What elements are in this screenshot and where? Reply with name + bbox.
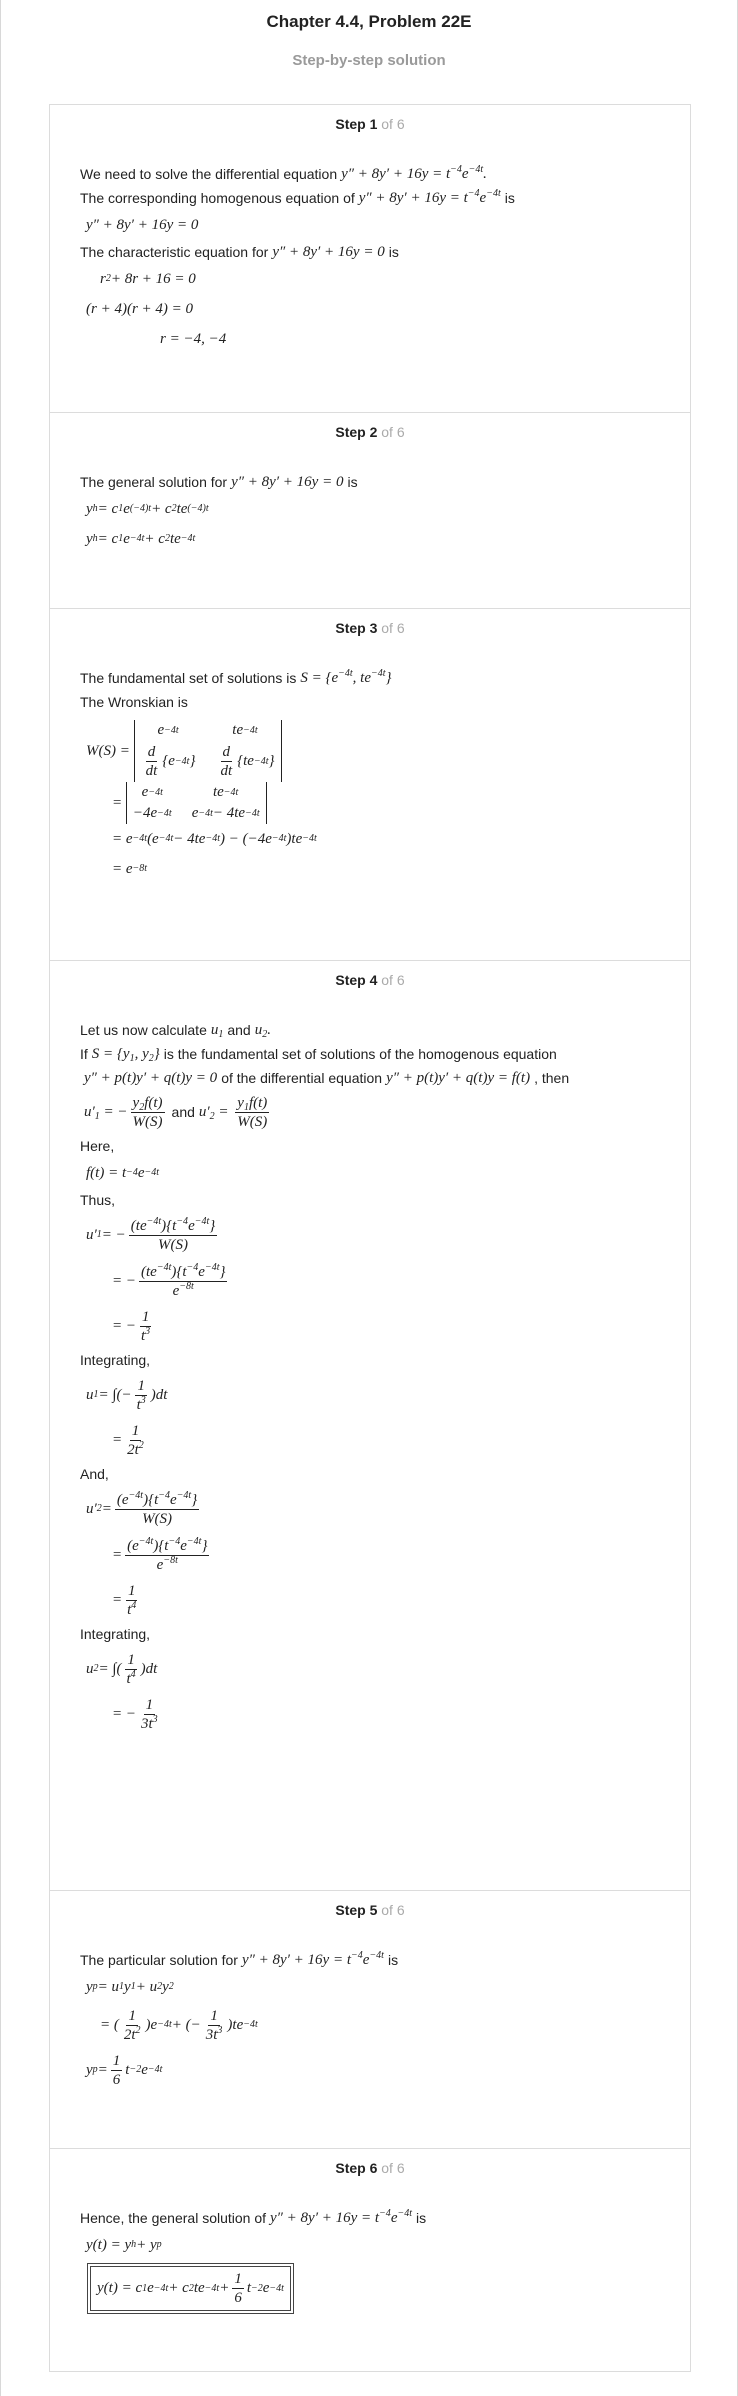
step-count: of 6 bbox=[381, 2160, 405, 2176]
statement-text: The particular solution for bbox=[80, 1952, 238, 1968]
math-equation: u 1 = ∫(− $\frac{1}{t^3}$ )dt bbox=[86, 1377, 168, 1413]
math-expression: $y'' + 8y' + 16y = t^{-4}e^{-4t}$ bbox=[358, 187, 501, 206]
text-line bbox=[80, 666, 660, 690]
text-line bbox=[80, 1134, 660, 1158]
step-header bbox=[50, 2149, 690, 2180]
math-equation: r = −4, −4 bbox=[160, 330, 227, 347]
math-equation: = − $\frac{1}{3t^3}$ bbox=[112, 1696, 158, 1732]
statement-text: Here, bbox=[80, 1138, 115, 1154]
math-equation: u′ 2 = $\frac{(e^{-4t})\{t^{-4}e^{-4t}\}}{W(S)}$ bbox=[86, 1489, 198, 1527]
text-line bbox=[80, 470, 660, 494]
math-equation: = ( $\frac{1}{2t^2}$ )e −4t + (− $\frac{1}{3t^3}$ )te −4t bbox=[100, 2007, 258, 2043]
step-header bbox=[50, 105, 690, 136]
final-answer-box: y(t) = c 1 e −4t + c 2 te −4t + $\frac{1}{6}$ t −2 e −4t bbox=[90, 2266, 660, 2311]
step-header bbox=[50, 609, 690, 640]
math-expression: y″ + 8y′ + 16y = 0 bbox=[231, 473, 344, 490]
text-line bbox=[80, 1462, 660, 1486]
math-equation: y p = u 1 y 1 + u 2 y 2 bbox=[86, 1978, 174, 1995]
math-expression: $u'_1$ = − $\frac{y_2f(t)}{W(S)}$ bbox=[84, 1094, 163, 1130]
statement-text: If bbox=[80, 1046, 88, 1062]
math-expression: y″ + p(t)y′ + q(t)y = f(t) bbox=[386, 1069, 531, 1086]
math-equation: y p = $\frac{1}{6}$ t −2 e −4t bbox=[86, 2052, 163, 2088]
math-equation: y h = c 1 e −4t + c 2 te −4t bbox=[86, 530, 196, 547]
math-equation: f(t) = t −4 e −4t bbox=[86, 1164, 160, 1181]
text-line bbox=[80, 2206, 660, 2230]
math-expression: $y'' + 8y' + 16y = t^{-4}e^{-4t}$. bbox=[341, 163, 487, 182]
math-equation: = e −4t (e −4t − 4te −4t ) − (−4e −4t )te −4t bbox=[112, 830, 317, 847]
text-line bbox=[80, 1188, 660, 1212]
statement-text: Thus, bbox=[80, 1192, 116, 1208]
math-equation: = e −8t bbox=[112, 860, 148, 877]
step-3 bbox=[50, 609, 690, 961]
math-equation: = $\frac{1}{2t^2}$ bbox=[112, 1422, 144, 1458]
statement-text: is bbox=[504, 190, 515, 206]
math-equation: y(t) = y h + y p bbox=[86, 2236, 162, 2253]
page-subtitle: Step-by-step solution bbox=[292, 52, 446, 69]
step-header bbox=[50, 1891, 690, 1922]
math-equation: u 2 = ∫( $\frac{1}{t^4}$ )dt bbox=[86, 1651, 158, 1687]
wronskian-determinant: W(S) = e −4t te −4t $\frac{d}{dt}$ {e −4t } $\frac{d}{dt}$ {te −4t } bbox=[86, 720, 660, 782]
step-count: of 6 bbox=[381, 620, 405, 636]
steps-container bbox=[49, 104, 691, 2372]
step-count: of 6 bbox=[381, 1902, 405, 1918]
math-equation: u′ 1 = − $\frac{(te^{-4t})\{t^{-4}e^{-4t}\}}{W(S)}$ bbox=[86, 1215, 216, 1253]
step-label: Step 4 bbox=[335, 972, 378, 988]
statement-text: Integrating, bbox=[80, 1352, 151, 1368]
step-4 bbox=[50, 961, 690, 1891]
statement-text: We need to solve the differential equation bbox=[80, 166, 338, 182]
math-equation: = − $\frac{1}{t^3}$ bbox=[112, 1308, 151, 1344]
statement-text: is bbox=[388, 244, 399, 260]
step-label: Step 1 bbox=[335, 116, 378, 132]
text-line bbox=[80, 1090, 660, 1134]
step-label: Step 2 bbox=[335, 424, 378, 440]
text-line bbox=[80, 162, 660, 186]
statement-text: The corresponding homogenous equation of bbox=[80, 190, 355, 206]
math-expression: $S = \{y_1$, $y_2$} bbox=[91, 1045, 160, 1064]
math-expression: $u_1$ bbox=[210, 1021, 224, 1040]
statement-text: is bbox=[416, 2210, 427, 2226]
text-line bbox=[80, 240, 660, 264]
statement-text: Hence, the general solution of bbox=[80, 2210, 267, 2226]
step-count: of 6 bbox=[381, 424, 405, 440]
page-title: Chapter 4.4, Problem 22E bbox=[266, 12, 472, 31]
statement-text: is bbox=[347, 474, 358, 490]
statement-text: The general solution for bbox=[80, 474, 228, 490]
statement-text: is the fundamental set of solutions of the homogenous equation bbox=[163, 1046, 557, 1062]
math-expression: $y'' + 8y' + 16y = t^{-4}e^{-4t}$ bbox=[241, 1949, 384, 1968]
step-label: Step 5 bbox=[335, 1902, 378, 1918]
statement-text: Integrating, bbox=[80, 1626, 151, 1642]
text-line bbox=[80, 1948, 660, 1972]
text-line bbox=[80, 1348, 660, 1372]
step-1 bbox=[50, 105, 690, 413]
statement-text: of the differential equation bbox=[221, 1070, 383, 1086]
math-equation: = $\frac{1}{t^4}$ bbox=[112, 1582, 137, 1618]
math-expression: y″ + p(t)y′ + q(t)y = 0 bbox=[84, 1069, 218, 1086]
step-count: of 6 bbox=[381, 116, 405, 132]
math-expression: $S = \{e^{-4t}$, $te^{-4t}$} bbox=[300, 667, 392, 686]
statement-text: The characteristic equation for bbox=[80, 244, 269, 260]
step-header bbox=[50, 413, 690, 444]
math-equation: = − $\frac{(te^{-4t})\{t^{-4}e^{-4t}\}}{e^{-8t}}$ bbox=[112, 1261, 226, 1299]
text-line bbox=[80, 1042, 660, 1066]
math-equation: = $\frac{(e^{-4t})\{t^{-4}e^{-4t}\}}{e^{-8t}}$ bbox=[112, 1535, 208, 1573]
step-5 bbox=[50, 1891, 690, 2149]
step-6 bbox=[50, 2149, 690, 2371]
text-line bbox=[80, 1018, 660, 1042]
statement-text: Let us now calculate bbox=[80, 1022, 207, 1038]
text-line bbox=[80, 1622, 660, 1646]
step-count: of 6 bbox=[381, 972, 405, 988]
statement-text: and bbox=[227, 1022, 251, 1038]
step-header bbox=[50, 961, 690, 992]
math-equation: (r + 4)(r + 4) = 0 bbox=[86, 300, 194, 317]
statement-text: And, bbox=[80, 1466, 109, 1482]
statement-text: is bbox=[387, 1952, 399, 1968]
statement-text: , then bbox=[534, 1070, 570, 1086]
text-line bbox=[80, 186, 660, 210]
text-line bbox=[80, 1066, 660, 1090]
step-2 bbox=[50, 413, 690, 609]
math-equation: y″ + 8y′ + 16y = 0 bbox=[86, 216, 199, 233]
statement-text: and bbox=[171, 1104, 195, 1120]
statement-text: The fundamental set of solutions is bbox=[80, 670, 297, 686]
math-equation: r 2 + 8r + 16 = 0 bbox=[100, 270, 196, 287]
math-expression: $u'_2$ = $\frac{y_1f(t)}{W(S)}$ bbox=[198, 1094, 268, 1130]
statement-text: The Wronskian is bbox=[80, 694, 188, 710]
step-label: Step 6 bbox=[335, 2160, 378, 2176]
math-expression: y″ + 8y′ + 16y = 0 bbox=[272, 243, 385, 260]
step-label: Step 3 bbox=[335, 620, 378, 636]
math-expression: $u_2$. bbox=[254, 1021, 271, 1040]
math-expression: $y'' + 8y' + 16y = t^{-4}e^{-4t}$ bbox=[270, 2207, 413, 2226]
text-line bbox=[80, 690, 660, 714]
math-equation: = e −4t te −4t −4e −4t e −4t − 4te −4t bbox=[112, 782, 660, 824]
math-equation: y h = c 1 e (−4)t + c 2 te (−4)t bbox=[86, 500, 209, 517]
